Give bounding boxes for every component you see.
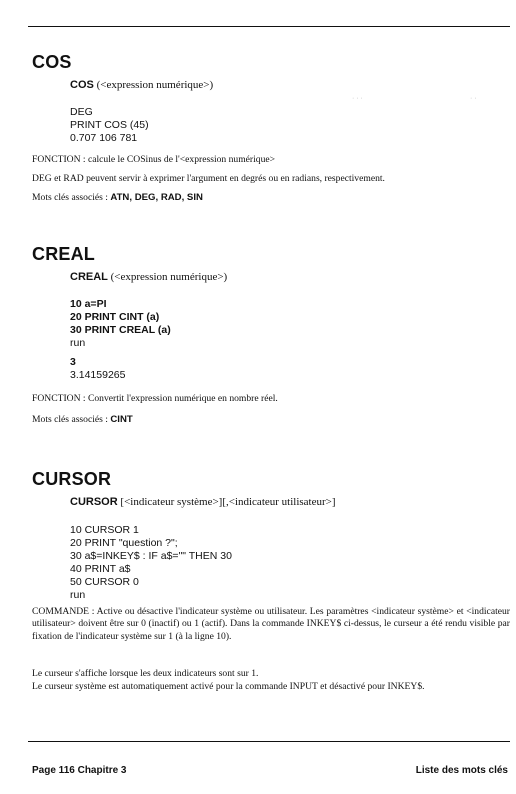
code-line: 30 PRINT CREAL (a)	[70, 324, 171, 336]
fonction-text: Convertit l'expression numérique en nombre réel.	[87, 393, 278, 404]
cursor-syntax	[70, 496, 336, 508]
cursor-note-2: Le curseur système est automatiquement activé pour la commande INPUT et désactivé pour INKEY$.	[32, 681, 425, 692]
cos-note: DEG et RAD peuvent servir à exprimer l'argument en degrés ou en radians, respectivement.	[32, 173, 385, 184]
creal-fonction	[32, 393, 510, 405]
creal-syntax	[70, 271, 227, 283]
code-line: 40 PRINT a$	[70, 563, 131, 575]
code-line: 20 PRINT "question ?";	[70, 537, 178, 549]
related-label: Mots clés associés :	[32, 192, 108, 203]
cursor-commande	[32, 606, 510, 643]
output-line: 3	[70, 356, 76, 368]
bottom-rule	[28, 741, 510, 742]
code-line: 0.707 106 781	[70, 132, 138, 144]
cos-syntax-args: (<expression numérique>)	[96, 79, 214, 91]
cursor-syntax-keyword: CURSOR	[70, 496, 118, 508]
cursor-code-block	[70, 524, 232, 602]
code-line: 30 a$=INKEY$ : IF a$="" THEN 30	[70, 550, 232, 562]
commande-label: COMMANDE :	[32, 606, 95, 617]
cos-syntax	[70, 79, 213, 91]
code-line: 50 CURSOR 0	[70, 576, 139, 588]
fonction-label: FONCTION :	[32, 393, 86, 404]
related-keywords: ATN, DEG, RAD, SIN	[110, 192, 203, 203]
commande-text: Active ou désactive l'indicateur système ou utilisateur. Les paramètres <indicateur système> et <indicateur utilisateur> doivent être sur 0 (inactif) ou 1 (actif). Dans la commande INKEY$ ci-dessus, le curseur a été rendu visible par fixation de l'indicateur système sur 1 (à la ligne 10).	[32, 606, 510, 642]
top-rule	[28, 26, 510, 27]
cos-related	[32, 192, 510, 204]
cursor-syntax-args: [<indicateur système>][,<indicateur utilisateur>]	[120, 496, 336, 508]
code-line: run	[70, 337, 86, 349]
code-line: run	[70, 589, 86, 601]
creal-syntax-keyword: CREAL	[70, 271, 108, 283]
show-through-mark: · ·	[470, 95, 477, 102]
creal-code-block	[70, 298, 171, 350]
code-line: 20 PRINT CINT (a)	[70, 311, 160, 323]
creal-output-block	[70, 356, 125, 382]
cos-fonction	[32, 154, 510, 166]
fonction-label: FONCTION :	[32, 154, 86, 165]
code-line: 10 CURSOR 1	[70, 524, 139, 536]
cos-code-block	[70, 106, 149, 145]
related-keywords: CINT	[110, 414, 133, 425]
cursor-heading: CURSOR	[32, 469, 112, 489]
footer-section-label: Liste des mots clés	[415, 765, 508, 776]
output-line: 3.14159265	[70, 369, 126, 381]
creal-related	[32, 414, 510, 426]
related-label: Mots clés associés :	[32, 414, 108, 425]
creal-syntax-args: (<expression numérique>)	[110, 271, 228, 283]
footer-page-label: Page 116 Chapitre 3	[32, 765, 127, 776]
show-through-mark: · · ·	[352, 95, 363, 102]
cos-heading: COS	[32, 52, 72, 72]
code-line: 10 a=PI	[70, 298, 107, 310]
creal-heading: CREAL	[32, 244, 95, 264]
cursor-note-1: Le curseur s'affiche lorsque les deux indicateurs sont sur 1.	[32, 668, 259, 679]
code-line: DEG	[70, 106, 93, 118]
code-line: PRINT COS (45)	[70, 119, 149, 131]
cos-syntax-keyword: COS	[70, 79, 94, 91]
fonction-text: calcule le COSinus de l'<expression numérique>	[87, 154, 276, 165]
